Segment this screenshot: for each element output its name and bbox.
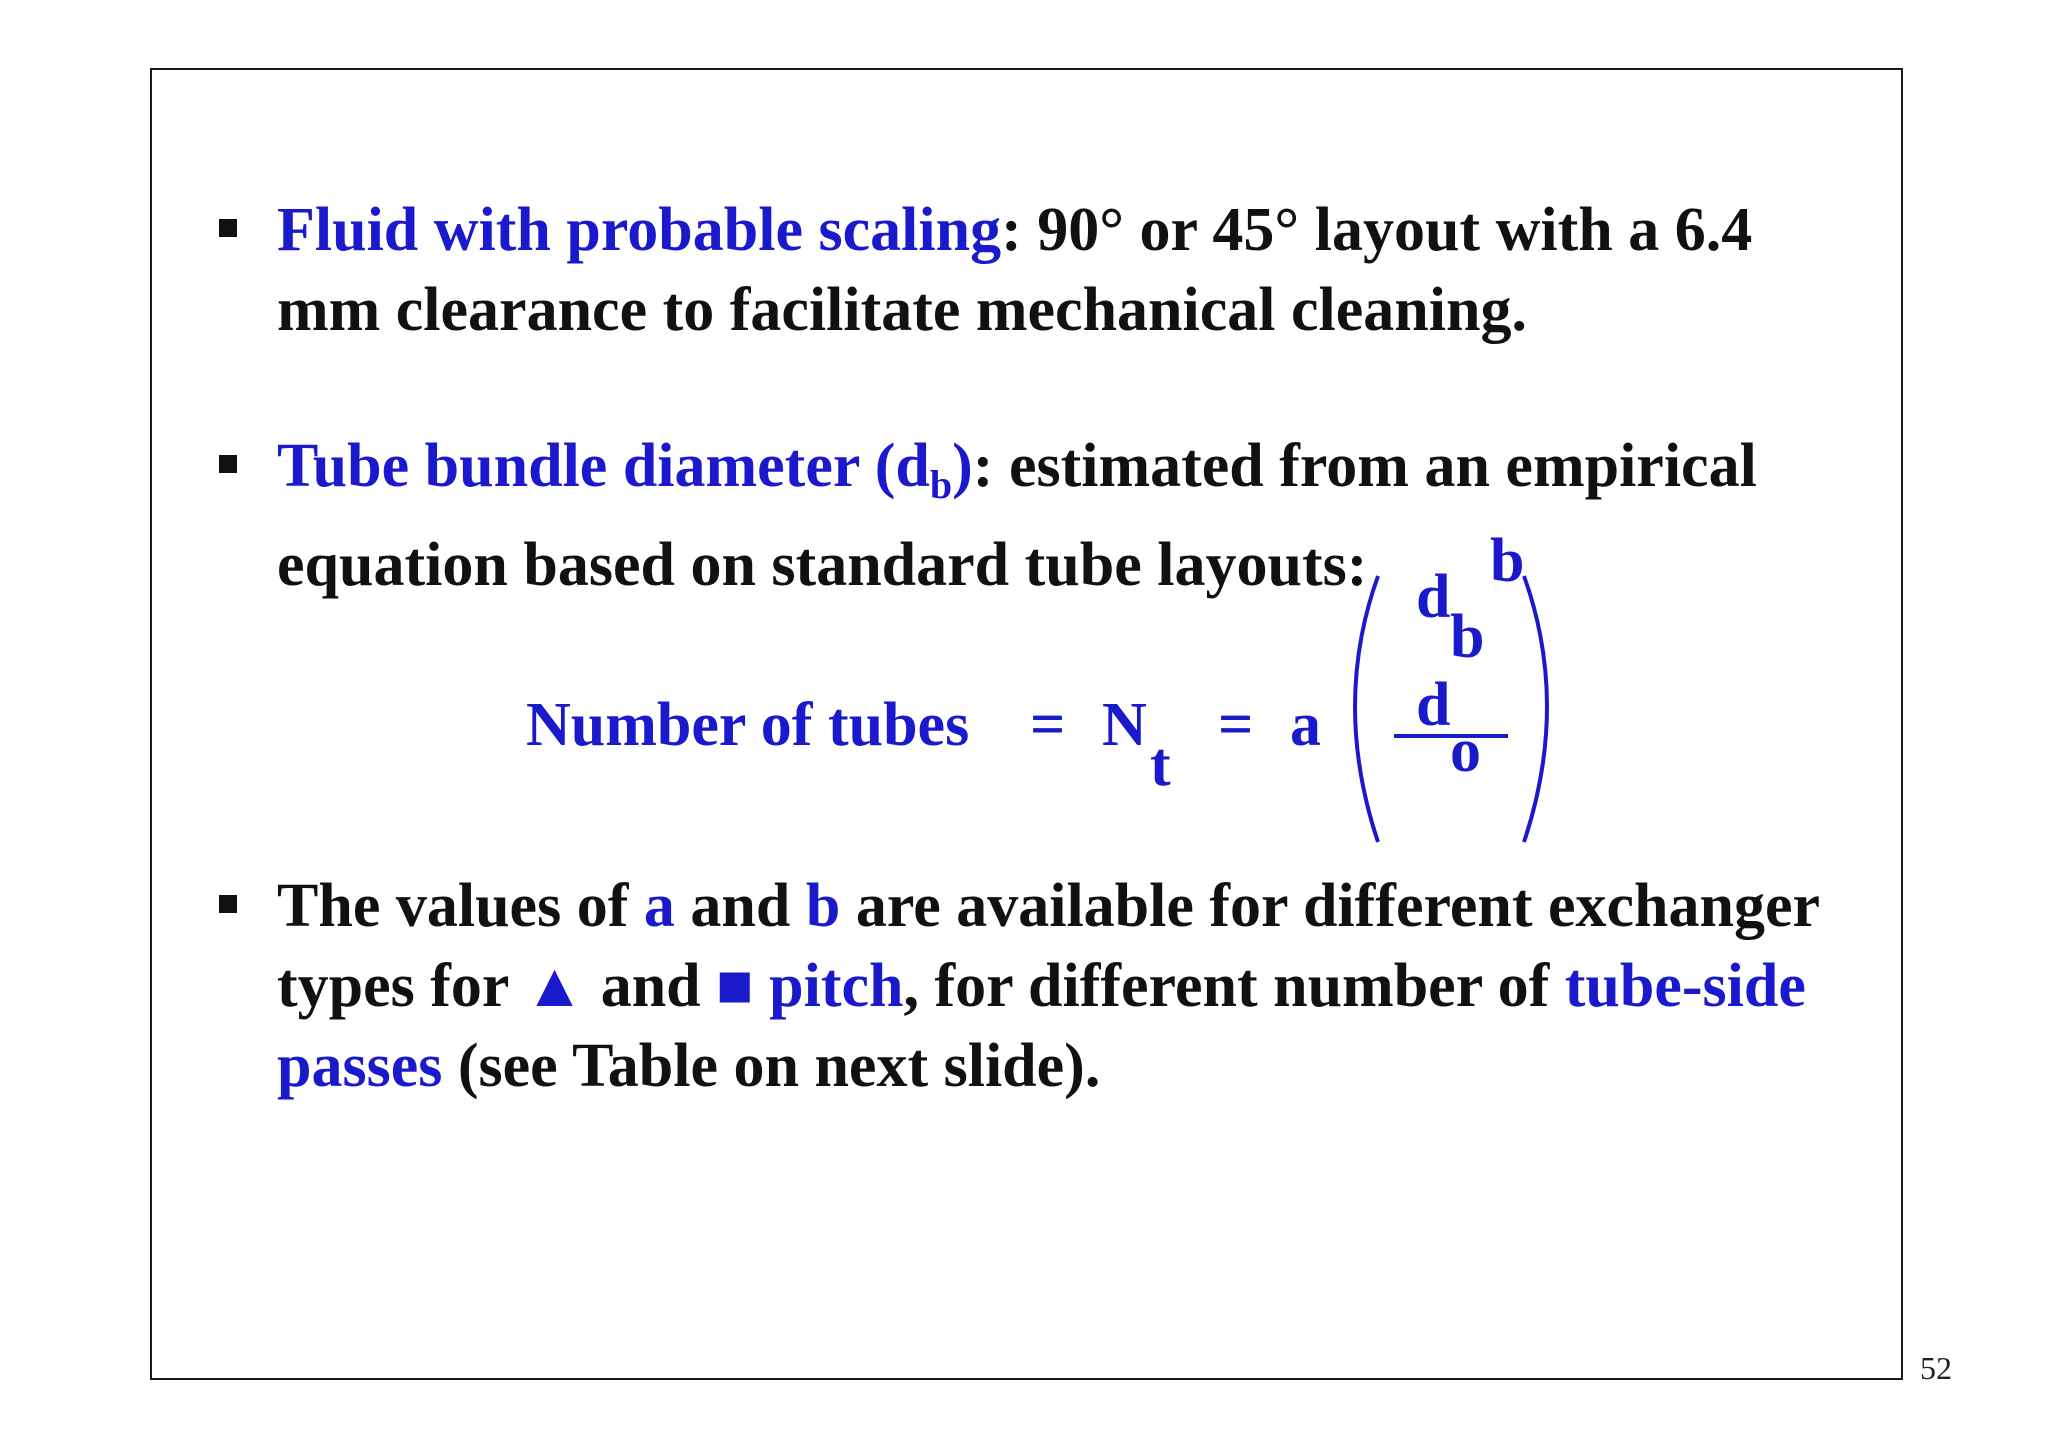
equation-equals-2: = (1218, 691, 1254, 759)
bullet-square-icon (219, 895, 237, 913)
bullet-text: : estimated from an empirical equation based on standard tube layouts: (277, 432, 1757, 599)
triangle-pitch-icon: ▲ (523, 952, 586, 1020)
symbol-b: b (805, 872, 841, 940)
equation-N-subscript: t (1150, 731, 1171, 799)
right-paren (1524, 576, 1547, 842)
bullet-text: The values of (277, 872, 644, 940)
bullet-square-icon (219, 219, 237, 237)
fraction-denominator-subscript: o (1450, 717, 1481, 785)
square-pitch-icon: ■ (716, 952, 754, 1020)
bullet-lead-close: ) (952, 432, 973, 500)
bullet-text: , for different number of (903, 952, 1565, 1020)
symbol-a: a (643, 872, 675, 940)
pitch-term: pitch (753, 952, 904, 1020)
bullet-text: (see Table on next slide). (442, 1032, 1101, 1100)
equation-equals-1: = (1030, 691, 1066, 759)
bullet-lead-text: Tube bundle diameter (d (277, 432, 930, 500)
bullet-values (277, 866, 1857, 1106)
bullet-scaling (277, 190, 1857, 350)
equation-a: a (1290, 691, 1321, 759)
bullet-text: : 90° or 45° layout with a 6.4 mm clearance to facilitate mechanical cleaning. (277, 196, 1753, 344)
page-number: 52 (1920, 1350, 1952, 1386)
tube-side-passes-term: tube-side passes (277, 952, 1806, 1100)
slide-frame (150, 68, 1952, 1386)
fraction-numerator: d (1416, 563, 1451, 631)
equation-label: Number of tubes (526, 691, 970, 759)
fraction-denominator: d (1416, 671, 1451, 739)
bullet-text: are available for different exchanger types for (277, 872, 1819, 1020)
equation-exponent: b (1490, 527, 1525, 595)
bullet-lead: Fluid with probable scaling (277, 196, 1002, 264)
bullet-square-icon (219, 455, 237, 473)
left-paren (1355, 576, 1378, 842)
bullet-text: and (585, 952, 717, 1020)
fraction-numerator-subscript: b (1450, 603, 1485, 671)
bullet-lead-subscript: b (929, 462, 953, 507)
bullet-text: and (674, 872, 806, 940)
equation-parentheses (1324, 554, 1704, 874)
bullet-lead (277, 432, 973, 507)
equation-N: N (1102, 691, 1147, 759)
